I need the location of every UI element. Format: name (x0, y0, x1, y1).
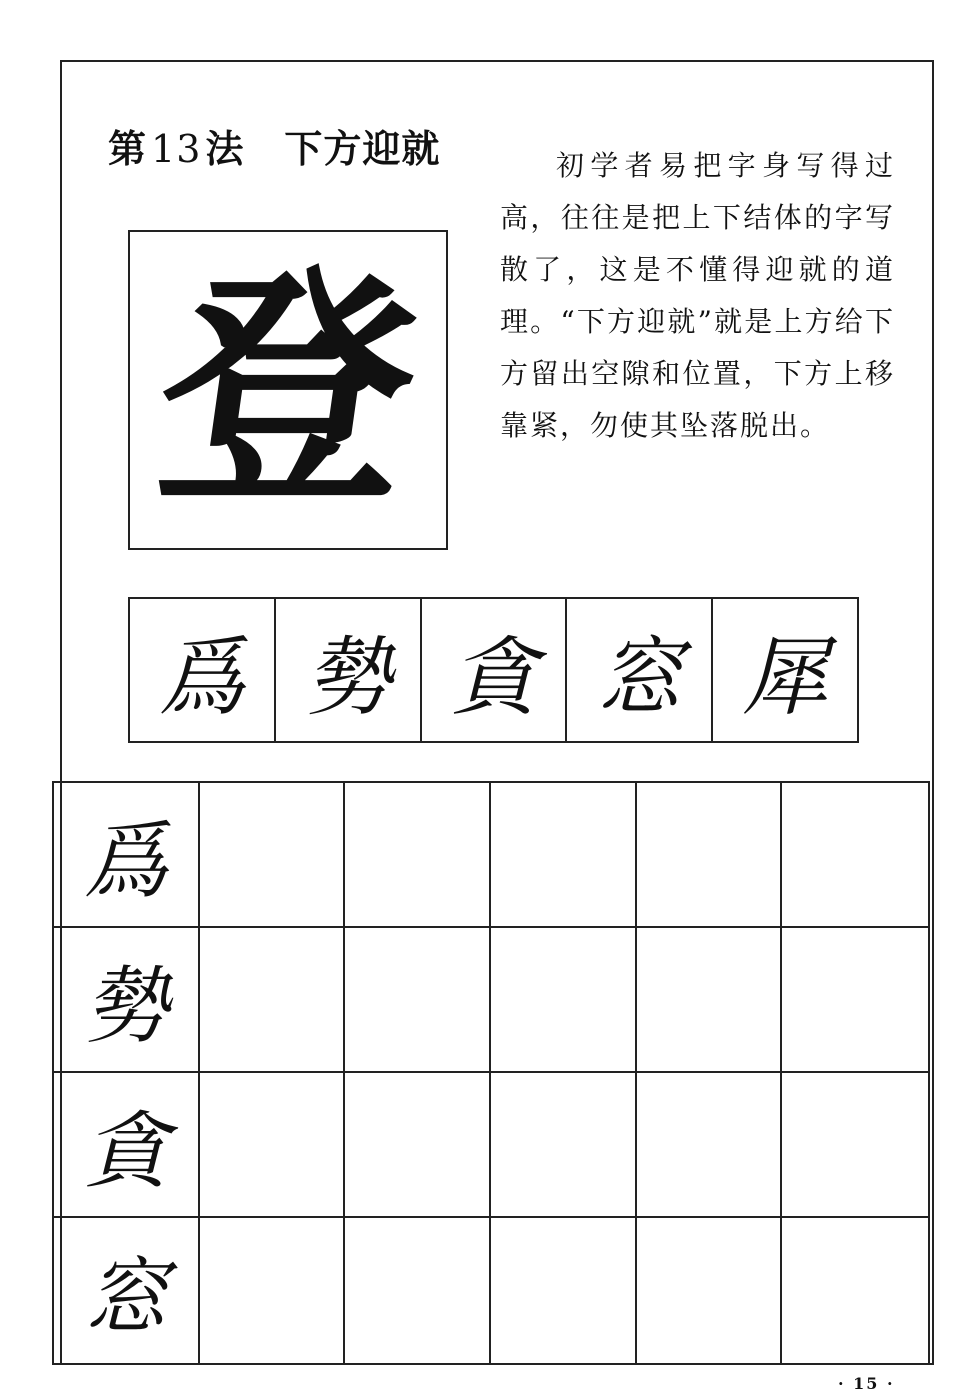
main-character-box (128, 230, 448, 550)
example-character: 爲 (130, 599, 276, 741)
practice-blank-cell[interactable] (637, 1073, 783, 1218)
practice-blank-cell[interactable] (200, 928, 346, 1073)
practice-model-character: 貪 (83, 1102, 168, 1200)
practice-model-cell (54, 783, 200, 928)
practice-grid (52, 781, 930, 1365)
example-character: 貪 (422, 599, 568, 741)
practice-blank-cell[interactable] (491, 1073, 637, 1218)
example-character: 勢 (276, 599, 422, 741)
practice-blank-cell[interactable] (782, 928, 928, 1073)
practice-blank-cell[interactable] (345, 1218, 491, 1363)
lesson-description: 初学者易把字身写得过高，往往是把上下结体的字写散了，这是不懂得迎就的道理。“下方迎就”就是上方给下方留出空隙和位置，下方上移靠紧，勿使其坠落脱出。 (500, 149, 895, 442)
practice-blank-cell[interactable] (637, 1218, 783, 1363)
practice-blank-cell[interactable] (491, 1218, 637, 1363)
practice-blank-cell[interactable] (200, 1218, 346, 1363)
example-character: 犀 (742, 628, 829, 728)
practice-blank-cell[interactable] (782, 1218, 928, 1363)
practice-blank-cell[interactable] (345, 783, 491, 928)
lesson-heading: 下方迎就 (284, 127, 441, 171)
practice-blank-cell[interactable] (782, 1073, 928, 1218)
practice-model-character: 窓 (83, 1248, 168, 1346)
practice-blank-cell[interactable] (782, 783, 928, 928)
lesson-label-suffix: 法 (205, 127, 245, 171)
practice-model-cell (54, 1218, 200, 1363)
practice-blank-cell[interactable] (200, 1073, 346, 1218)
lesson-title (108, 118, 440, 173)
example-characters-strip (128, 597, 859, 743)
practice-model-character: 爲 (83, 812, 168, 910)
example-character: 窓 (567, 599, 713, 741)
practice-model-character: 勢 (83, 957, 168, 1055)
lesson-number: 13 (151, 127, 202, 171)
practice-blank-cell[interactable] (491, 928, 637, 1073)
practice-blank-cell[interactable] (491, 783, 637, 928)
practice-blank-cell[interactable] (345, 1073, 491, 1218)
lesson-label-prefix: 第 (108, 127, 148, 171)
practice-blank-cell[interactable] (637, 783, 783, 928)
practice-blank-cell[interactable] (637, 928, 783, 1073)
practice-blank-cell[interactable] (345, 928, 491, 1073)
page-number: · 15 · (838, 1374, 895, 1393)
practice-blank-cell[interactable] (200, 783, 346, 928)
practice-model-cell (54, 928, 200, 1073)
main-character: 登 (142, 243, 434, 537)
practice-model-cell (54, 1073, 200, 1218)
